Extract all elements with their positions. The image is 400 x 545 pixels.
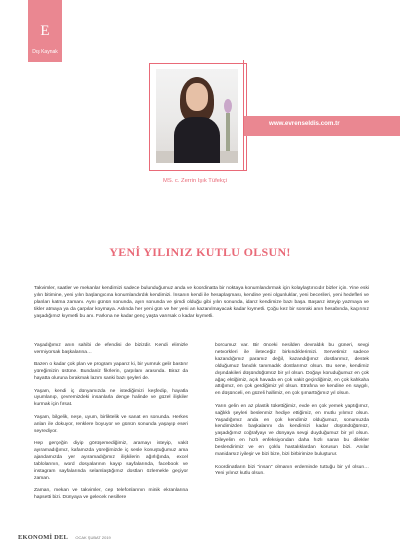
flower-shape <box>224 99 232 113</box>
paragraph: borcumuz var. Bir önceki nesilden devraldık bu güneri, sevgi netvorkleri ile ileteceğiz birkındıklerimizi. Servetimiz sadece kazandığımız paramız değil, kazandığımız dostlarımız, destek olduğumuz fanıdık tanımadık dostlarımız olsun. Bu sene, kendimiz dışındakileri düşündüğümüz bir yıl olsun. Doğayı koruduğumuz en çok ağaç ektiğimiz, açık havada en çok vakit geçirdiğimiz, en çok kahkaha attığımız, en çok gerdiğimiz yıl olsun. Etrafına ve kendine en saygılı, en düşünceli, en güzeli hallimiz, en çok şımarttığımız yıl olsun. <box>215 343 369 397</box>
frame-rule <box>243 60 244 171</box>
right-column <box>215 343 369 484</box>
paragraph: Hep gerçeğin diyip görüşemediğimiz, aramayı isteyip, vakit ayıramadığımız, kafamızda yüreğimizde iç sesle konuştuğumuz ama ajandamızda yer ayıramadığımız ilişkilerin ağırlığında, excel tablolarının, word dosyalarının kayıp sayfalarında, facebook ve instagram sayfalarında selamlaştığımız dostları özlemekle geçiyor zaman. <box>34 440 188 481</box>
badge-label: Dış Kaynak <box>32 49 58 55</box>
intro-paragraph: Takvimler, saatler ve mekanlar kendimizi sadece bulunduğumuz anda ve koordinatta bir noktaya konumlandırmak için kolaylaştırıcıdır bizler için. Yine eski yılın bitimine, yeni yılın başlangıcına konumlandırdık kendimizi. İnsanın kendi ile hesaplaşması, kendine yeni olgunluklar, yeni becerileri, yeni hedefleri ve planları katma zamanı. Aynı günün sonunda, ayın sonunda ve şimdi olduğu gibi yılın sonunda, idarız kendimize bazı başa. Başarız isteyip yazmaya ve tikler atmaya ya da çarpılar koymaya. Aslında her yeni gün ve her yeni an kazanılmayacak kadar kıymetli. Çoğu kez bir sonraki anın hesabında, kaçırınız yaşadığımız kıymetli bu anı. Farkına ne kadar genç yaşta varırsak o kadar kıymetli. <box>34 286 369 320</box>
paragraph: Yaşam, bilgelik, neşe, uyum, birliktelik ve sanat en sonunda. Herkes anları ile dokuyor, renklere boyuyor ve günün sonunda yaşayıp eseri seyrediyor. <box>34 414 188 434</box>
paragraph: Yaşam, kendi iç dünyamızda ne istediğimizi keşfedip, hayatla uyumlanıp, çevremizdeki insanlarla denge halinde ve güzel ilişkiler kurmak için fırsat. <box>34 388 188 408</box>
paragraph: Yaşadığımız anın sahibi de efendisi de bizizdir. Kendi elimizle vermiyorsak başkalarına… <box>34 343 188 355</box>
magazine-name: EKONOMİ DEL <box>18 534 69 541</box>
author-photo <box>156 69 238 163</box>
paragraph: Bazen o kadar çok plan ve program yaparız ki, bir yumruk gelir bastırır yüreğimizin üstüne. Bundaniz fikrlerin, çarpılanı arasında. Biraz da hayatta oluruna bırakmak lazım sanki bazı şeyleri de. <box>34 362 188 382</box>
vase-shape <box>226 113 230 151</box>
issue-date: OCAK ŞUBAT 2019 <box>75 535 111 540</box>
paragraph: Yarın gelin en az plastik tükettiğimiz, evde en çok yemek yaptığımız, sağlıklı şeyleri beslenmiz hediye ettiğimiz, en mutlu yılımız olsun. Yaşadığımız anda en çok kendimiz olduğumuz, sonumuzda kendimizden başkalarını da kendimizi kadar düşündüğümüz, yaşadığımız coğrafyayı ve dünyaya sevgi duyduğumuz bir yıl olsun. Dileyelim en hızlı enfeksiyondan daha hızlı saran bu dilekler beslendirimiz ve en çoklu hastalıklardan korusun bizi. Anılar manidarsız iyileşir ve bizi bize, bizi birbirimize buluşturur. <box>215 403 369 458</box>
page-footer <box>18 534 111 541</box>
badge-letter: E <box>40 23 50 39</box>
author-caption: MS. c. Zerrin Işık Tüfekçi <box>163 178 227 184</box>
paragraph: Koordinatların bizi “insan” olmanın erdeminde tuttuğu bir yıl olsun… Yeni yılınız kutlu olsun. <box>215 464 369 477</box>
article-title: YENİ YILINIZ KUTLU OLSUN! <box>109 245 291 259</box>
website-link[interactable]: www.evrenseldis.com.tr <box>269 120 340 127</box>
left-column <box>34 343 188 507</box>
section-badge <box>28 0 62 62</box>
body-shape <box>174 117 220 163</box>
paragraph: Zaman, mekan ve takvimler, cep telefonlarının minik ekranlarına hapsetti bizi. Dünyaya ve gelecek nesillere <box>34 487 188 500</box>
face-shape <box>186 83 208 111</box>
